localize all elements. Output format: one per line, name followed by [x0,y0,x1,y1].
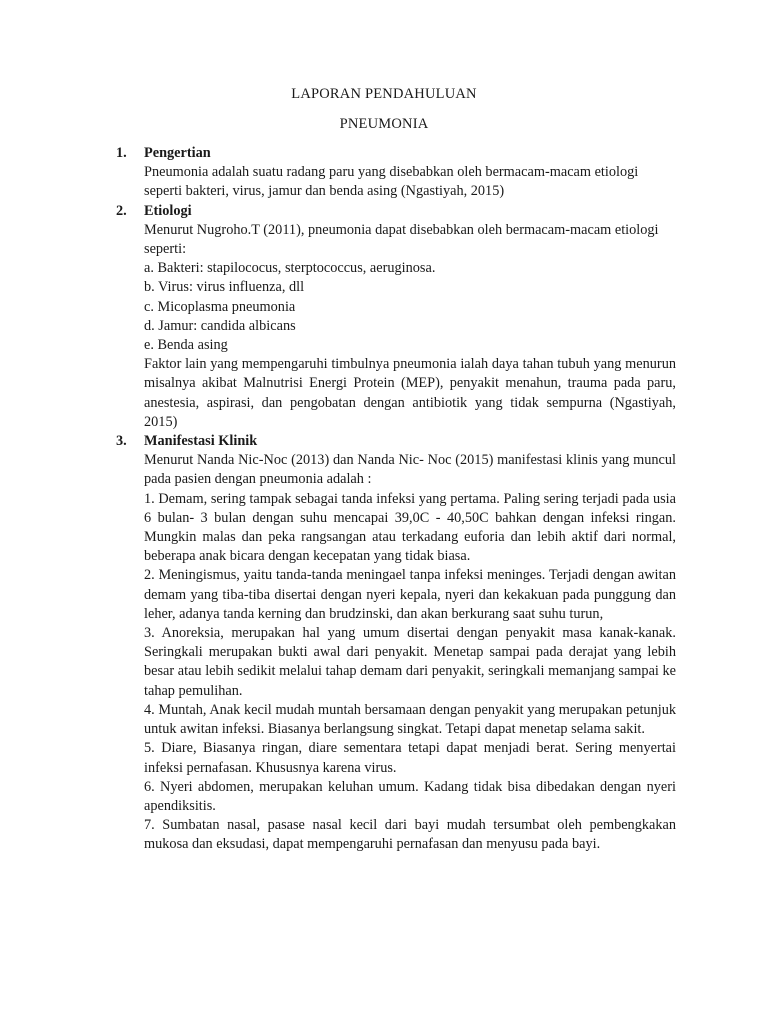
document-subtitle: PNEUMONIA [339,116,429,132]
list-item: 3. Anoreksia, merupakan hal yang umum disertai dengan penyakit masa kanak-kanak. Seringkali merupakan bukti awal dari penyakit. Menetap sampai pada derajat yang lebih besar atau lebih sedikit melalui tahap demam dari penyakit, seringkali memanjang sampai ke tahap pemulihan. [144,625,676,699]
document-title: LAPORAN PENDAHULUAN [291,86,477,102]
section-heading: Etiologi [144,202,192,219]
list-item: e. Benda asing [144,337,228,354]
section-intro: Menurut Nanda Nic-Noc (2013) dan Nanda Nic- Noc (2015) manifestasi klinis yang muncul pada pasien dengan pneumonia adalah : [144,452,676,488]
section-paragraph: Pneumonia adalah suatu radang paru yang disebabkan oleh bermacam-macam etiologi seperti bakteri, virus, jamur dan benda asing (Ngastiyah, 2015) [144,164,639,200]
document-body [116,144,676,855]
list-item: c. Micoplasma pneumonia [144,298,296,315]
section-pengertian [116,144,676,202]
section-closing: Faktor lain yang mempengaruhi timbulnya pneumonia ialah daya tahan tubuh yang menurun misalnya akibat Malnutrisi Energi Protein (MEP), penyakit menahun, trauma pada paru, anestesia, aspirasi, dan pengobatan dengan antibiotik yang tidak sempurna (Ngastiyah, 2015) [144,356,676,430]
list-item: 7. Sumbatan nasal, pasase nasal kecil dari bayi mudah tersumbat oleh pembengkakan mukosa dan eksudasi, dapat mempengaruhi pernafasan dan menyusu pada bayi. [144,817,676,853]
section-number: 3. [116,433,127,450]
list-item: a. Bakteri: stapilococus, sterptococcus, aeruginosa. [144,260,436,277]
list-item: 6. Nyeri abdomen, merupakan keluhan umum. Kadang tidak bisa dibedakan dengan nyeri apendiksitis. [144,778,676,814]
section-etiologi [116,202,676,432]
section-number: 2. [116,202,127,219]
section-manifestasi-klinik [116,432,676,854]
list-item: d. Jamur: candida albicans [144,317,296,334]
list-item: 4. Muntah, Anak kecil mudah muntah bersamaan dengan penyakit yang merupakan petunjuk untuk awitan infeksi. Biasanya berlangsung singkat. Tetapi dapat menetap selama sakit. [144,701,676,738]
list-item: 1. Demam, sering tampak sebagai tanda infeksi yang pertama. Paling sering terjadi pada usia 6 bulan- 3 bulan dengan suhu mencapai 39,0C - 40,50C bahkan dengan infeksi ringan. Mungkin malas dan peka rangsangan atau terkadang euforia dan lebih aktif dari normal, beberapa anak bicara dengan kecepatan yang tidak biasa. [144,490,676,565]
list-item: b. Virus: virus influenza, dll [144,279,305,296]
list-item: 5. Diare, Biasanya ringan, diare sementara tetapi dapat menjadi berat. Sering menyertai infeksi pernafasan. Khususnya karena virus. [144,740,676,776]
section-number: 1. [116,145,127,161]
section-heading: Manifestasi Klinik [144,433,258,450]
section-intro: Menurut Nugroho.T (2011), pneumonia dapat disebabkan oleh bermacam-macam etiologi seperti: [144,221,659,258]
list-item: 2. Meningismus, yaitu tanda-tanda meningael tanpa infeksi meninges. Terjadi dengan awitan demam yang tiba-tiba disertai dengan nyeri kepala, nyeri dan kekakuan pada punggung dan leher, adanya tanda kerning dan brudzinski, dan akan berkurang saat suhu turun, [144,567,676,622]
section-heading: Pengertian [144,145,211,161]
